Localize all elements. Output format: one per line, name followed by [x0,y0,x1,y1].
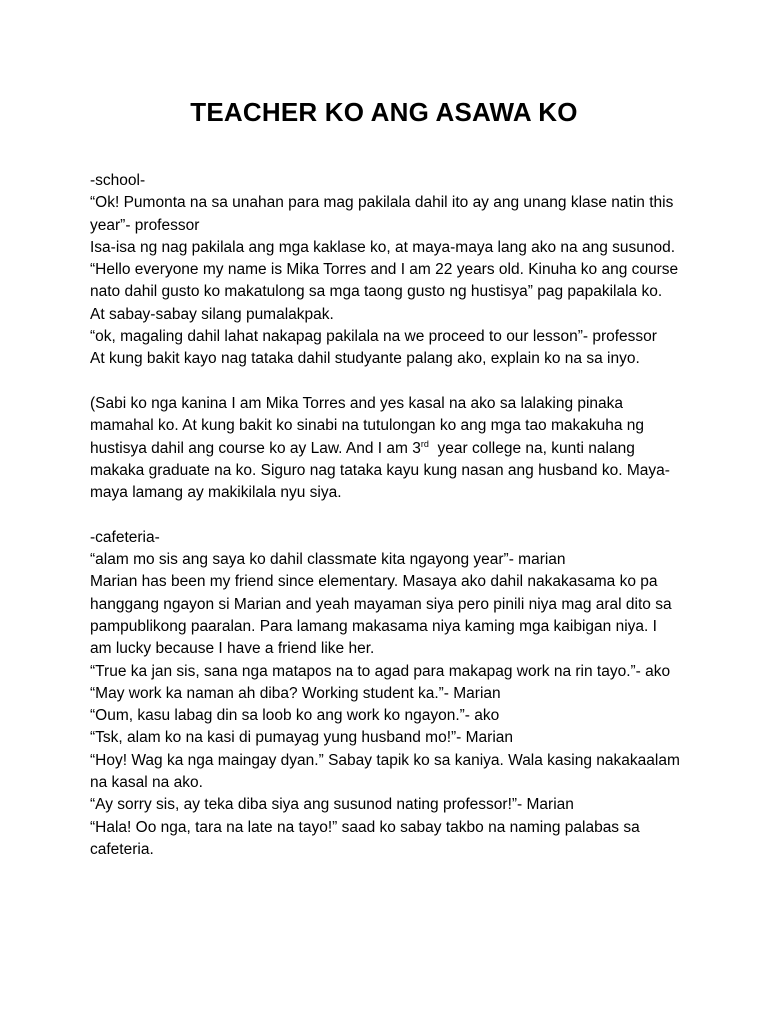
section-heading-school: -school- [90,172,146,189]
paragraph: Marian has been my friend since elementary. Masaya ako dahil nakakasama ko pa hanggang ngayon si Marian and yeah mayaman siya pero pinili niya mag aral dito sa pampublikong paaralan. Para lamang makasama niya kaming mga kaibigan niya. I am lucky because I have a friend like her. [90,573,672,658]
paragraph-spacer [90,504,680,526]
paragraph: “May work ka naman ah diba? Working student ka.”- Marian [90,684,501,702]
paragraph-text: (Sabi ko nga kanina I am Mika Torres and yes kasal na ako sa lalaking pinaka mamahal ko. At kung bakit ko sinabi na tutulongan ko ang mga tao makakuha ng hustisya dahil ang course ko ay Law. And I am 3 [90,394,645,457]
paragraph: “Tsk, alam ko na kasi di pumayag yung husband mo!”- Marian [90,729,514,747]
paragraph: “Hala! Oo nga, tara na late na tayo!” saad ko sabay takbo na naming palabas sa cafeteria. [90,818,640,858]
paragraph: Isa-isa ng nag pakilala ang mga kaklase ko, at maya-maya lang ako na ang susunod. [90,238,676,256]
paragraph: “True ka jan sis, sana nga matapos na to agad para makapag work na rin tayo.”- ako [90,662,671,680]
paragraph-spacer [90,371,680,393]
document-title: TEACHER KO ANG ASAWA KO [190,97,578,127]
paragraph: “Hoy! Wag ka nga maingay dyan.” Sabay tapik ko sa kaniya. Wala kasing nakakaalam na kasal na ako. [90,751,680,792]
paragraph: “Ok! Pumonta na sa unahan para mag pakilala dahil ito ay ang unang klase natin this year”- professor [90,194,674,234]
paragraph [90,393,680,504]
ordinal-superscript: rd [420,438,429,449]
paragraph: “Hello everyone my name is Mika Torres and I am 22 years old. Kinuha ko ang course nato dahil gusto ko makatulong sa mga taong gusto ng hustisya” pag papakilala ko. At sabay-sabay silang pumalakpak. [90,261,679,323]
paragraph: At kung bakit kayo nag tataka dahil studyante palang ako, explain ko na sa inyo. [90,350,640,368]
paragraph: “Oum, kasu labag din sa loob ko ang work ko ngayon.”- ako [90,707,500,725]
section-heading-cafeteria: -cafeteria- [90,528,160,546]
paragraph-text: year college na, kunti nalang makaka graduate na ko. Siguro nag tataka kayu kung nasan ang husband ko. Maya-maya lamang ay makikilala nyu siya. [90,439,670,502]
paragraph: “ok, magaling dahil lahat nakapag pakilala na we proceed to our lesson”- professor [90,328,657,346]
paragraph: “alam mo sis ang saya ko dahil classmate kita ngayong year”- marian [90,551,566,569]
document-body [90,170,680,861]
paragraph: “Ay sorry sis, ay teka diba siya ang susunod nating professor!”- Marian [90,796,574,814]
